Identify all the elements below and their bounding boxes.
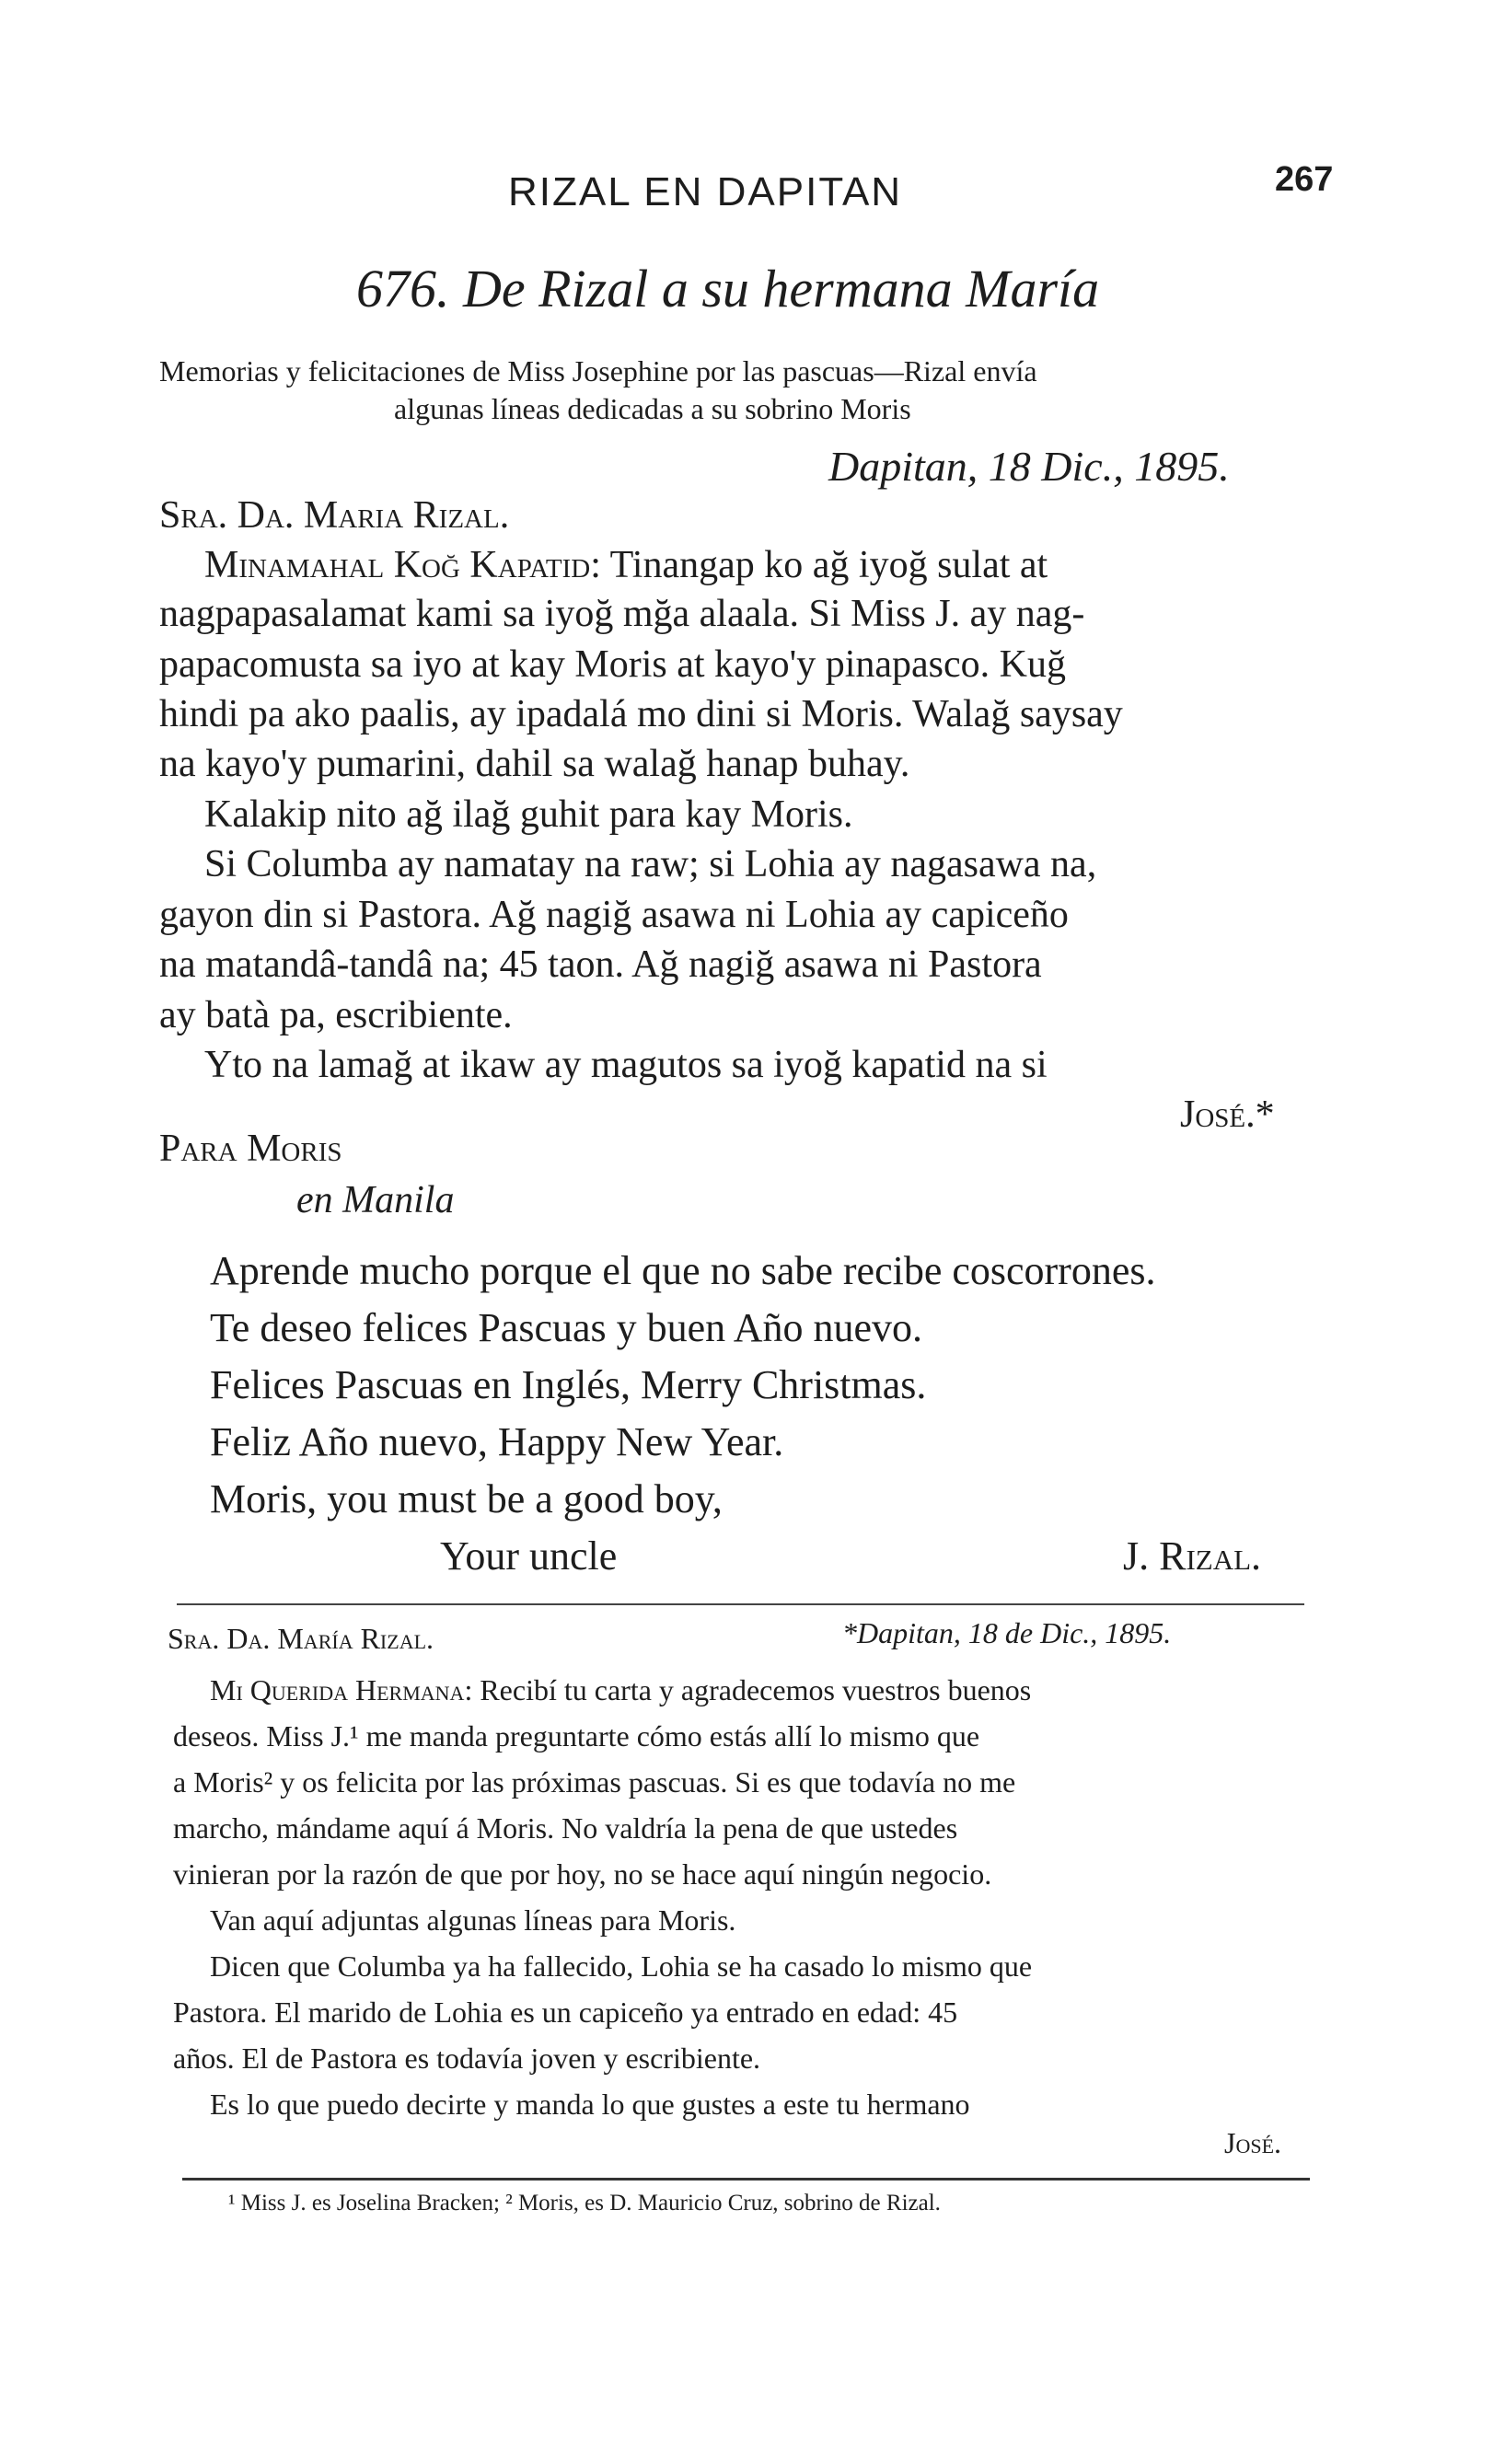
closing-left: Your uncle [440,1533,618,1579]
translation-line: Dicen que Columba ya ha fallecido, Lohia se ha casado lo mismo que [210,1949,1033,1983]
letter-signature: José.* [1180,1093,1275,1136]
letter-line: gayon din si Pastora. Ağ nagiğ asawa ni Lohia ay capiceño [159,894,1069,936]
closing-signature: J. Rizal. [1123,1533,1262,1579]
translation-dateline: *Dapitan, 18 de Dic., 1895. [842,1616,1172,1649]
letter-addressee: Sra. Da. Maria Rizal. [159,494,510,537]
letter-salutation: Minamahal Koğ Kapatid [204,544,591,586]
footnote: ¹ Miss J. es Joselina Bracken; ² Moris, es D. Mauricio Cruz, sobrino de Rizal. [228,2191,941,2215]
summary-line-2: algunas líneas dedicadas a su sobrino Moris [394,392,911,425]
letter-line: na kayo'y pumarini, dahil sa walağ hanap buhay. [159,743,910,785]
poem-line: Felices Pascuas en Inglés, Merry Christmas. [210,1362,927,1407]
running-header-title: RIZAL EN DAPITAN [508,169,903,214]
translation-line: vinieran por la razón de que por hoy, no se hace aquí ningún negocio. [173,1857,992,1891]
translation-line: Mi Querida Hermana: Recibí tu carta y agradecemos vuestros buenos [210,1673,1032,1706]
translation-line: Pastora. El marido de Lohia es un capiceño ya entrado en edad: 45 [173,1995,958,2029]
poem-line: Aprende mucho porque el que no sabe recibe coscorrones. [210,1248,1156,1293]
page-number: 267 [1275,160,1334,199]
summary-line-1: Memorias y felicitaciones de Miss Josephine por las pascuas—Rizal envía [159,354,1037,388]
letter-heading: 676. De Rizal a su hermana María [356,259,1100,318]
poem-line: Moris, you must be a good boy, [210,1476,723,1521]
footnote-rule [182,2178,1310,2181]
letter-line: papacomusta sa iyo at kay Moris at kayo'y pinapasco. Kuğ [159,643,1066,686]
letter-line: ay batà pa, escribiente. [159,994,513,1036]
translation-addressee: Sra. Da. María Rizal. [168,1622,434,1655]
translation-signature: José. [1224,2126,1282,2159]
letter-line: Si Columba ay namatay na raw; si Lohia ay nagasawa na, [204,843,1097,885]
poem-line: Feliz Año nuevo, Happy New Year. [210,1419,784,1464]
translation-line: Van aquí adjuntas algunas líneas para Moris. [210,1903,736,1937]
translation-line: años. El de Pastora es todavía joven y escribiente. [173,2042,761,2075]
translation-salutation: Mi Querida Hermana [210,1673,465,1706]
letter-line: hindi pa ako paalis, ay ipadalá mo dini si Moris. Walağ saysay [159,693,1123,735]
letter-line: Kalakip nito ağ ilağ guhit para kay Moris. [204,793,853,836]
translation-line: Es lo que puedo decirte y manda lo que gustes a este tu hermano [210,2088,970,2121]
letter-line: Yto na lamağ at ikaw ay magutos sa iyoğ kapatid na si [204,1044,1048,1086]
translation-line: deseos. Miss J.¹ me manda preguntarte cómo estás allí lo mismo que [173,1719,980,1753]
translation-line: marcho, mándame aquí á Moris. No valdría la pena de que ustedes [173,1811,958,1845]
poem-location: en Manila [296,1179,455,1221]
poem-recipient: Para Moris [159,1128,342,1170]
section-divider [177,1603,1304,1605]
letter-line: Minamahal Koğ Kapatid: Tinangap ko ağ iyoğ sulat at [204,544,1048,586]
translation-line: a Moris² y os felicita por las próximas pascuas. Si es que todavía no me [173,1765,1016,1799]
letter-line: na matandâ-tandâ na; 45 taon. Ağ nagiğ asawa ni Pastora [159,943,1042,986]
letter-line: nagpapasalamat kami sa iyoğ mğa alaala. Si Miss J. ay nag- [159,593,1085,635]
poem-line: Te deseo felices Pascuas y buen Año nuevo. [210,1305,923,1350]
letter-dateline: Dapitan, 18 Dic., 1895. [828,443,1230,490]
